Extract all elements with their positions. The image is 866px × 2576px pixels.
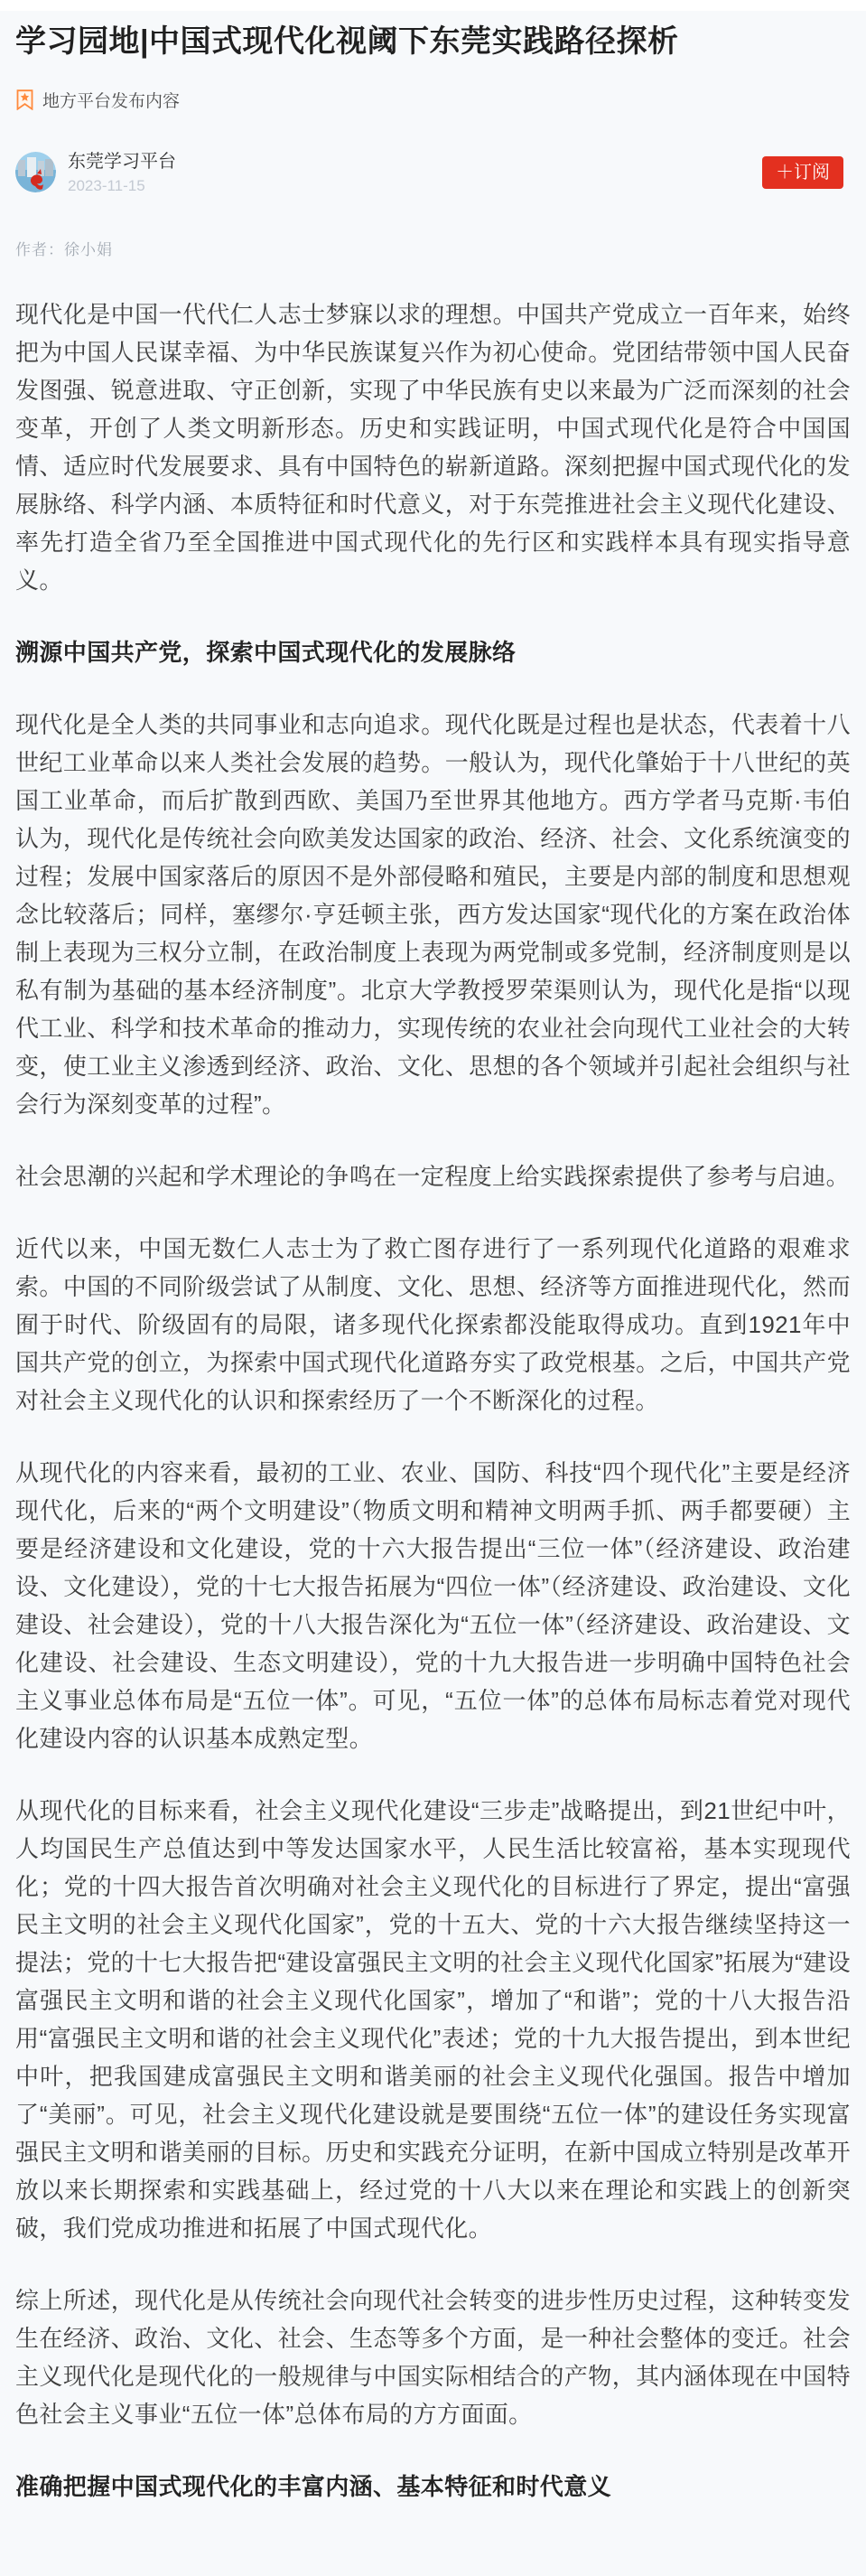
byline: 作者：徐小娟 <box>15 240 113 258</box>
publish-date: 2023-11-15 <box>68 176 145 194</box>
author-meta <box>68 150 176 195</box>
article-paragraph: 从现代化的目标来看，社会主义现代化建设“三步走”战略提出，到21世纪中叶，人均国民生产总值达到中等发达国家水平，人民生活比较富裕，基本实现现代化；党的十四大报告首次明确对社会主义现代化的目标进行了界定，提出“富强民主文明的社会主义现代化国家”，党的十五大、党的十六大报告继续坚持这一提法；党的十七大报告把“建设富强民主文明的社会主义现代化国家”拓展为“建设富强民主文明和谐的社会主义现代化国家”，增加了“和谐”；党的十八大报告沿用“富强民主文明和谐的社会主义现代化”表述；党的十九大报告提出，到本世纪中叶，把我国建成富强民主文明和谐美丽的社会主义现代化强国。报告中增加了“美丽”。可见，社会主义现代化建设就是要围绕“五位一体”的建设任务实现富强民主文明和谐美丽的目标。历史和实践充分证明，在新中国成立特别是改革开放以来长期探索和实践基础上，经过党的十八大以来在理论和实践上的创新突破，我们党成功推进和拓展了中国式现代化。 <box>15 1796 851 2242</box>
badge-label: 地方平台发布内容 <box>42 91 181 111</box>
section-heading: 溯源中国共产党，探索中国式现代化的发展脉络 <box>15 638 517 666</box>
article-paragraph: 社会思潮的兴起和学术理论的争鸣在一定程度上给实践探索提供了参考与启迪。 <box>15 1162 851 1190</box>
article-paragraph: 从现代化的内容来看，最初的工业、农业、国防、科技“四个现代化”主要是经济现代化，后来的“两个文明建设”（物质文明和精神文明两手抓、两手都要硬）主要是经济建设和文化建设，党的十六大报告提出“三位一体”（经济建设、政治建设、文化建设），党的十七大报告拓展为“四位一体”（经济建设、政治建设、文化建设、社会建设），党的十八大报告深化为“五位一体”（经济建设、政治建设、文化建设、社会建设、生态文明建设），党的十九大报告进一步明确中国特色社会主义事业总体布局是“五位一体”。可见，“五位一体”的总体布局标志着党对现代化建设内容的认识基本成熟定型。 <box>15 1458 851 1752</box>
platform-badge <box>15 88 851 112</box>
article-paragraph: 综上所述，现代化是从传统社会向现代社会转变的进步性历史过程，这种转变发生在经济、政治、文化、社会、生态等多个方面，是一种社会整体的变迁。社会主义现代化是现代化的一般规律与中国实际相结合的产物，其内涵体现在中国特色社会主义事业“五位一体”总体布局的方方面面。 <box>15 2286 851 2428</box>
avatar[interactable] <box>15 152 56 192</box>
author-name[interactable]: 东莞学习平台 <box>68 151 176 172</box>
section-heading: 准确把握中国式现代化的丰富内涵、基本特征和时代意义 <box>15 2472 612 2500</box>
article-paragraph: 近代以来，中国无数仁人志士为了救亡图存进行了一系列现代化道路的艰难求索。中国的不同阶级尝试了从制度、文化、思想、经济等方面推进现代化，然而囿于时代、阶级固有的局限，诸多现代化探索都没能取得成功。直到1921年中国共产党的创立，为探索中国式现代化道路夯实了政党根基。之后，中国共产党对社会主义现代化的认识和探索经历了一个不断深化的过程。 <box>15 1234 851 1414</box>
top-white-strip <box>0 0 866 11</box>
bookmark-star-icon <box>15 89 34 110</box>
subscribe-button[interactable]: ＋订阅 <box>762 156 843 189</box>
article-paragraph: 现代化是中国一代代仁人志士梦寐以求的理想。中国共产党成立一百年来，始终把为中国人民谋幸福、为中华民族谋复兴作为初心使命。党团结带领中国人民奋发图强、锐意进取、守正创新，实现了中华民族有史以来最为广泛而深刻的社会变革，开创了人类文明新形态。历史和实践证明，中国式现代化是符合中国国情、适应时代发展要求、具有中国特色的崭新道路。深刻把握中国式现代化的发展脉络、科学内涵、本质特征和时代意义，对于东莞推进社会主义现代化建设、率先打造全省乃至全国推进中国式现代化的先行区和实践样本具有现实指导意义。 <box>15 300 851 594</box>
article-body <box>15 295 851 2506</box>
article-paragraph: 现代化是全人类的共同事业和志向追求。现代化既是过程也是状态，代表着十八世纪工业革命以来人类社会发展的趋势。一般认为，现代化肇始于十八世纪的英国工业革命，而后扩散到西欧、美国乃至世界其他地方。西方学者马克斯·韦伯认为，现代化是传统社会向欧美发达国家的政治、经济、社会、文化系统演变的过程；发展中国家落后的原因不是外部侵略和殖民，主要是内部的制度和思想观念比较落后；同样，塞缪尔·亨廷顿主张，西方发达国家“现代化的方案在政治体制上表现为三权分立制，在政治制度上表现为两党制或多党制，经济制度则是以私有制为基础的基本经济制度”。北京大学教授罗荣渠则认为，现代化是指“以现代工业、科学和技术革命的推动力，实现传统的农业社会向现代工业社会的大转变，使工业主义渗透到经济、政治、文化、思想的各个领域并引起社会组织与社会行为深刻变革的过程”。 <box>15 710 851 1118</box>
article-page <box>0 11 866 2576</box>
author-card <box>15 150 851 195</box>
article-title: 学习园地|中国式现代化视阈下东莞实践路径探析 <box>15 24 679 59</box>
